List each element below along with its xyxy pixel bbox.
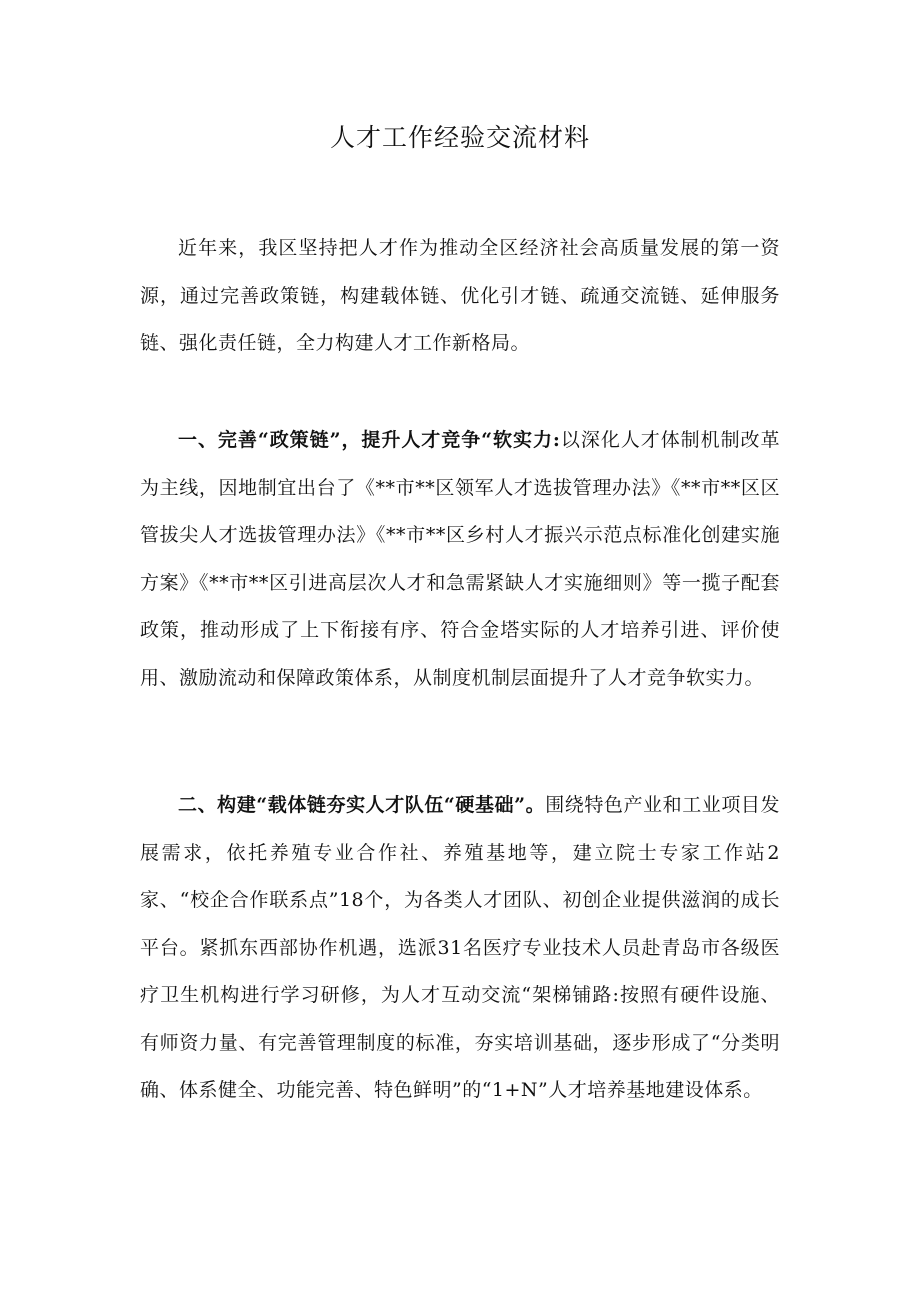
paragraph-section-1 (140, 417, 780, 702)
paragraph-text: 以深化人才体制机制改革为主线，因地制宜出台了《**市**区领军人才选拔管理办法》《**市**区区管拔尖人才选拔管理办法》《**市**区乡村人才振兴示范点标准化创建实施方案》《**市**区引进高层次人才和急需紧缺人才实施细则》等一揽子配套政策，推动形成了上下衔接有序、符合金塔实际的人才培养引进、评价使用、激励流动和保障政策体系，从制度机制层面提升了人才竞争软实力。 (140, 429, 780, 689)
paragraph-intro (140, 225, 780, 368)
paragraph-text: 近年来，我区坚持把人才作为推动全区经济社会高质量发展的第一资源，通过完善政策链，构建载体链、优化引才链、疏通交流链、延伸服务链、强化责任链，全力构建人才工作新格局。 (140, 237, 780, 354)
paragraph-text: 围绕特色产业和工业项目发展需求，依托养殖专业合作社、养殖基地等，建立院士专家工作站2家、“校企合作联系点”18个，为各类人才团队、初创企业提供滋润的成长平台。紧抓东西部协作机遇，选派31名医疗专业技术人员赴青岛市各级医疗卫生机构进行学习研修，为人才互动交流“架梯铺路:按照有硬件设施、有师资力量、有完善管理制度的标准，夯实培训基础，逐步形成了“分类明确、体系健全、功能完善、特色鲜明”的“1+N”人才培养基地建设体系。 (140, 794, 780, 1101)
section-heading: 二、构建“载体链夯实人才队伍“硬基础”。 (178, 794, 546, 816)
section-heading: 一、完善“政策链”，提升人才竞争“软实力: (178, 429, 561, 451)
paragraph-section-2 (140, 782, 780, 1115)
document-title: 人才工作经验交流材料 (329, 123, 590, 152)
